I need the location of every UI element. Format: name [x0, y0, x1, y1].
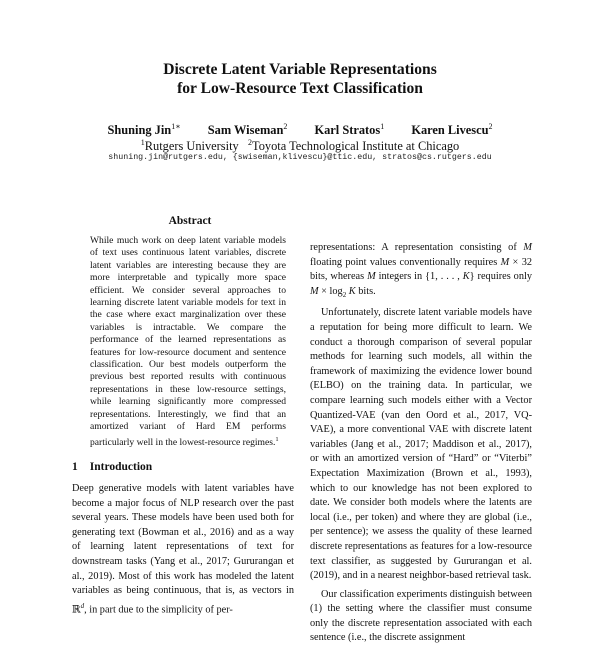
author-2-name: Sam Wiseman: [207, 123, 284, 138]
author-emails: shuning.jin@rutgers.edu, {swiseman,klivescu}@ttic.edu, stratos@cs.rutgers.edu: [108, 153, 492, 162]
paper-title: [0, 60, 600, 98]
right-paragraph-2: Unfortunately, discrete latent variable models have a reputation for being more difficult to learn. We conduct a thorough comparison of several popular methods for learning such models, all within the framework of maximizing the evidence lower bound (ELBO) on the training data. In particular, we compare learning such models either with a Vector Quantized-VAE (van den Oord et al., 2017, VQ-VAE), a more conventional VAE with discrete latent variables (Jang et al., 2017; Maddison et al., 2017), or with an amortized version of “Hard” or “Viterbi” Expectation Maximization (Brown et al., 1993), which to our knowledge has not been explored to date. We consider both models where the latents are local (i.e., per token) and where they are global (i.e., per sentence); we assess the quality of these learned discrete representations as features for a low-resource text classifier, as suggested by Gururangan et al. (2019), and in a nearest neighbor-based retrieval task.: [310, 307, 532, 582]
introduction-body: [72, 482, 294, 618]
right-column: [310, 241, 532, 646]
right-paragraph-3: Our classification experiments distinguish between (1) the setting where the classifier must consume only the discrete representation associated with each sentence (i.e., the discrete assignment: [310, 588, 532, 644]
author-4-name: Karen Livescu: [411, 123, 489, 138]
p1-a: representations: A representation consisting of: [310, 242, 524, 253]
abstract-text: While much work on deep latent variable models of text uses continuous latent variables, discrete latent variables are interesting because they are more interpretable and typically more space efficient. We consider several approaches to learning discrete latent variable models for text in the case where exact marginalization over these variables is intractable. We compare the performance of the learned representations as features for low-resource document and sentence classification. Our best models outperform the previous best reported results with continuous representations in these low-resource settings, while learning significantly more compressed representations. Interestingly, we find that an amortized variant of Hard EM performs particularly well in the lowest-resource regimes.: [90, 235, 286, 448]
p1-b: floating point values conventionally requires: [310, 256, 501, 268]
section-heading-introduction: [72, 460, 152, 474]
section-number: 1: [72, 461, 78, 473]
p1-m2: M: [500, 256, 510, 268]
right-paragraph-1: [310, 241, 532, 302]
author-3-sup: 1: [380, 122, 385, 131]
intro-text-tail: , in part due to the simplicity of per-: [84, 604, 233, 616]
intro-text-sup: d: [80, 601, 85, 610]
author-1-sup: 1∗: [171, 122, 181, 131]
affil-1-sup: 1: [140, 138, 145, 147]
p1-k1: K: [462, 271, 470, 283]
p1-k2: K: [348, 285, 356, 297]
p1-d: integers in {1, . . . ,: [375, 271, 463, 283]
author-2-sup: 2: [283, 122, 288, 131]
p1-c: × 32 bits, whereas: [310, 256, 532, 283]
affil-2: Toyota Technological Institute at Chicago: [252, 139, 460, 154]
p1-m4: M: [310, 285, 319, 297]
p1-m3: M: [367, 271, 376, 283]
p1-f: × log: [318, 285, 343, 297]
affil-1: Rutgers University: [144, 139, 239, 154]
title-line-1: Discrete Latent Variable Representations: [163, 61, 437, 78]
p1-sub: 2: [342, 290, 347, 299]
footnote-mark[interactable]: 1: [275, 435, 279, 443]
p1-m1: M: [523, 242, 532, 253]
author-4-sup: 2: [488, 122, 493, 131]
abstract-body: [90, 235, 286, 449]
author-1-name: Shuning Jin: [107, 123, 172, 138]
p1-g: bits.: [355, 285, 376, 297]
affil-2-sup: 2: [248, 138, 252, 147]
section-title: Introduction: [89, 461, 153, 473]
p1-e: } requires only: [469, 271, 532, 283]
title-line-2: for Low-Resource Text Classification: [177, 80, 423, 97]
intro-text: Deep generative models with latent variables have become a major focus of NLP research over the past several years. These models have been used both for generating text (Bowman et al., 2016) and as a way of learning latent representations of text for downstream tasks (Yang et al., 2017; Gururangan et al., 2019). Most of this work has modeled the latent variables as being continuous, that is, as vectors in ℝ: [72, 483, 294, 616]
author-3-name: Karl Stratos: [314, 123, 381, 138]
abstract-heading: Abstract: [168, 215, 212, 227]
